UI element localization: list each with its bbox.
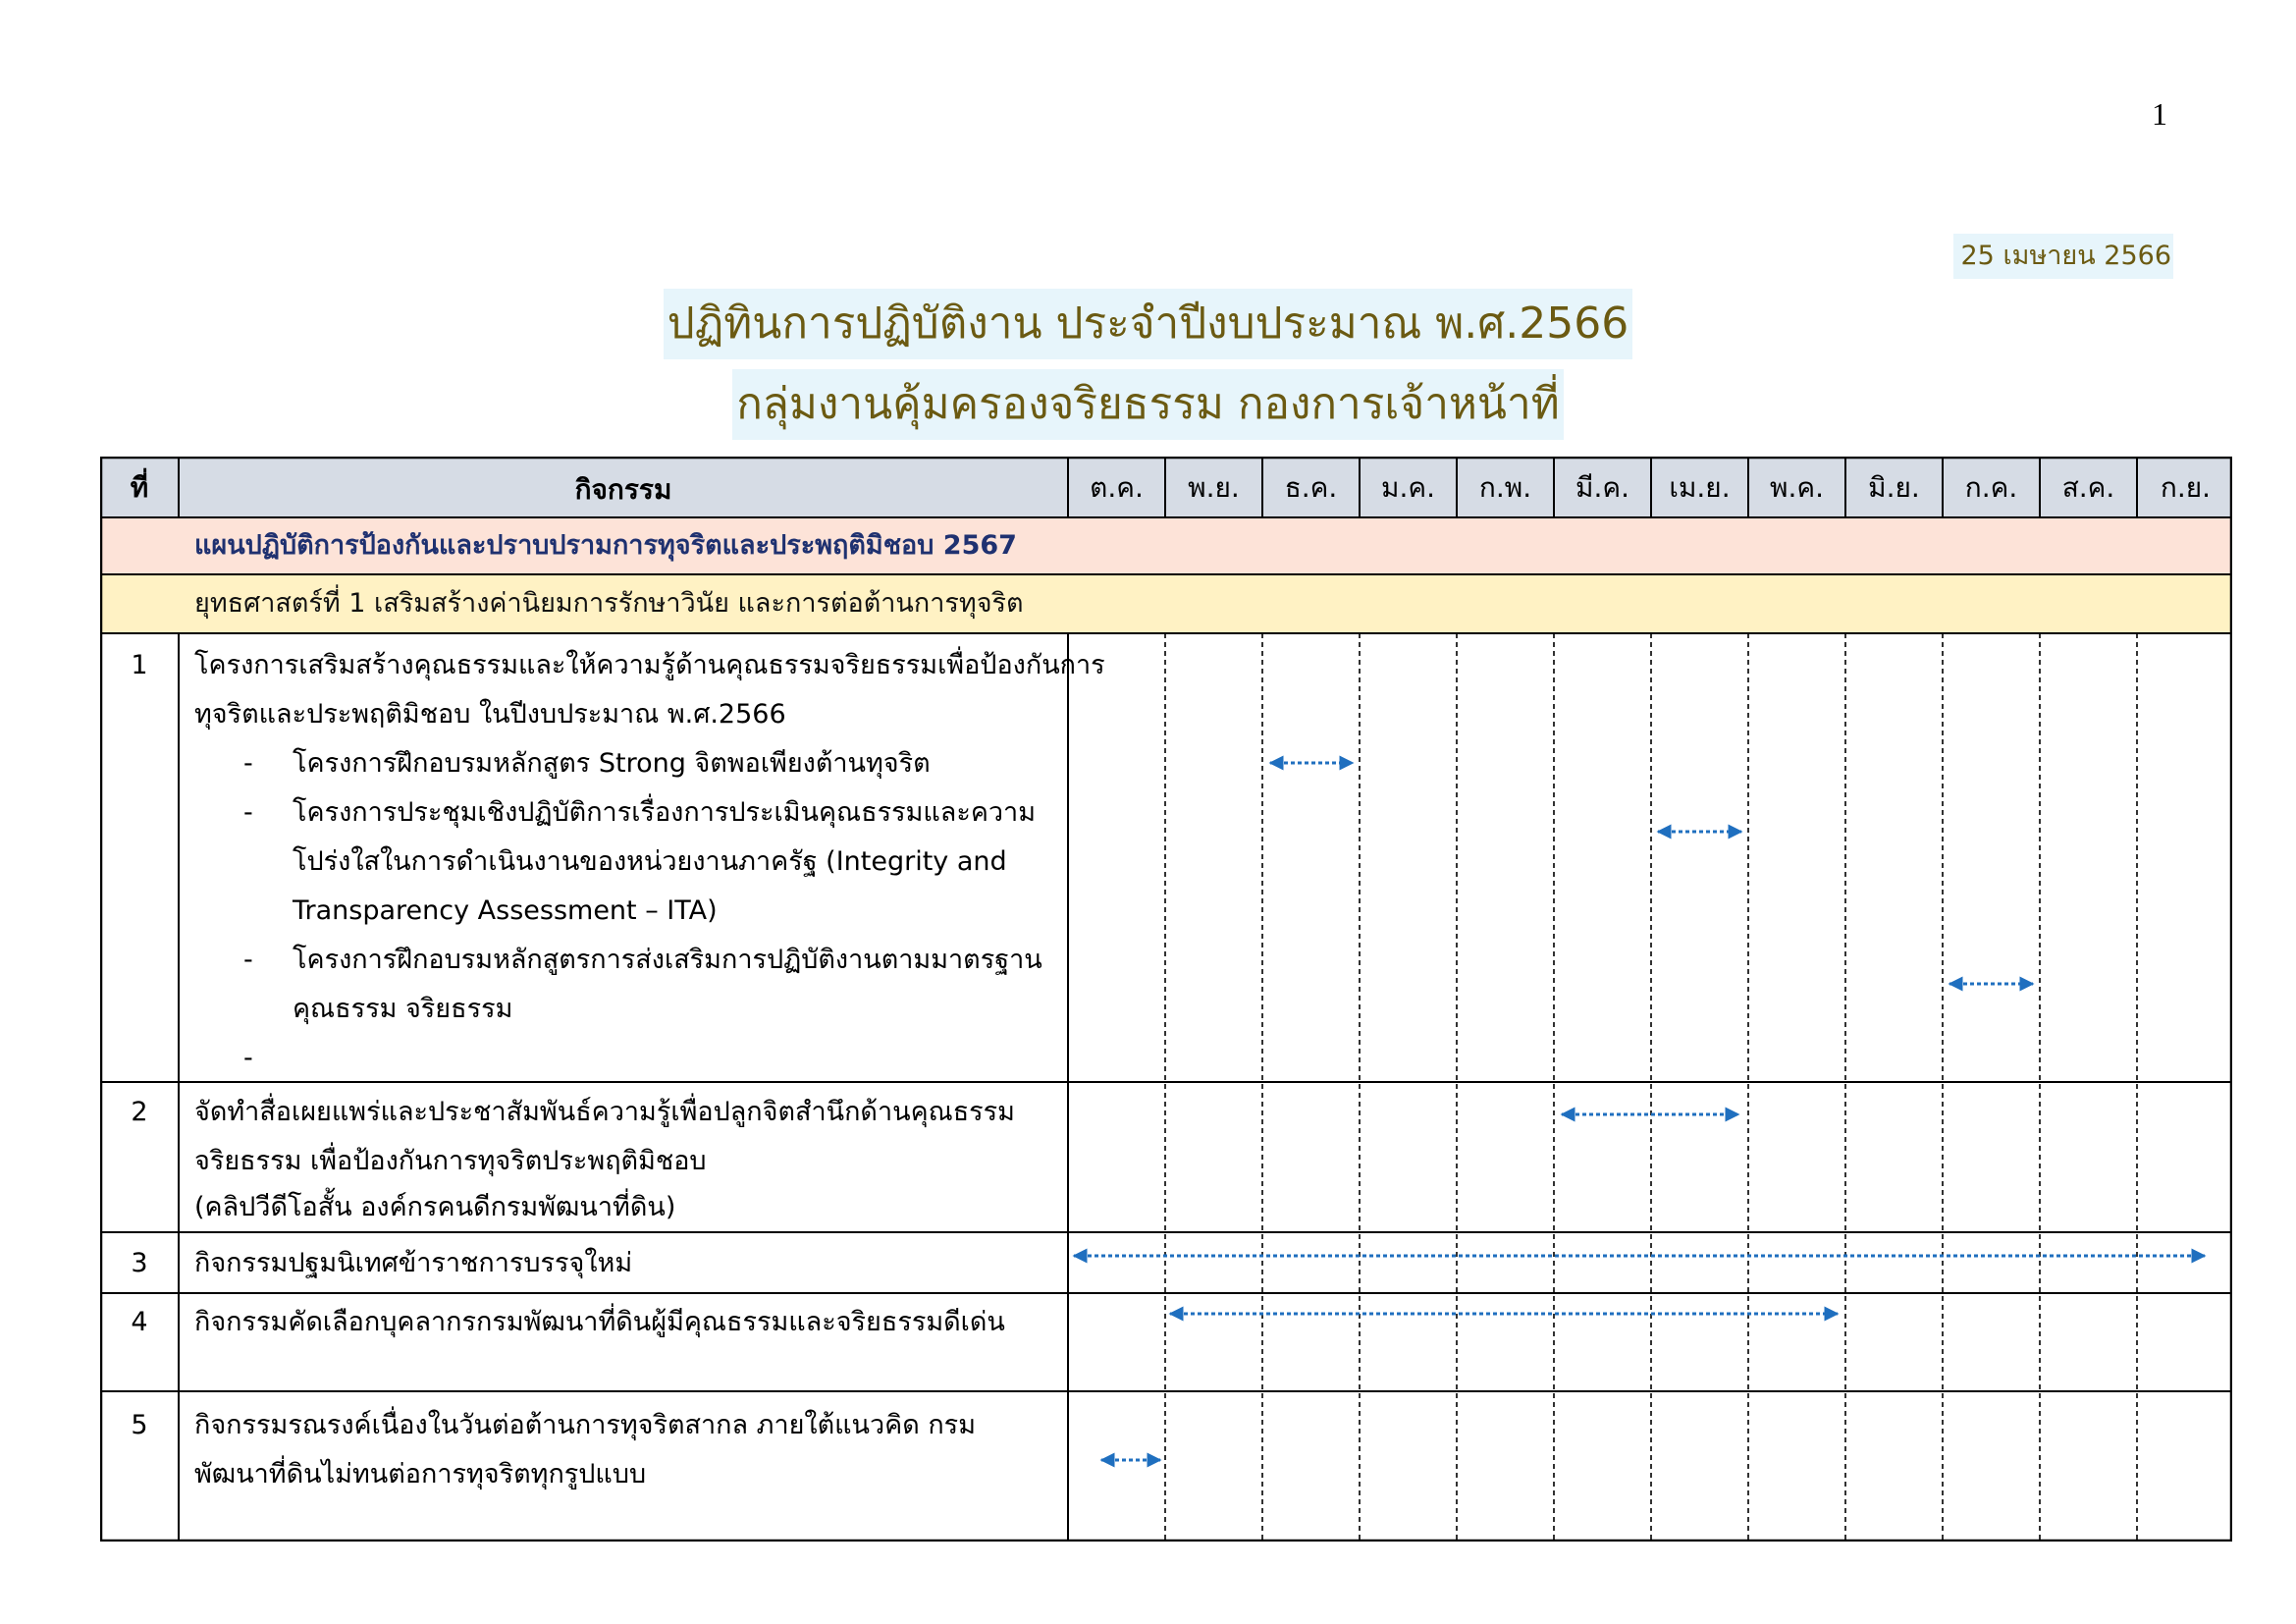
row-4-no: 4 bbox=[131, 1307, 148, 1337]
row-2-line-2: จริยธรรม เพื่อป้องกันการทุจริตประพฤติมิชอบ bbox=[194, 1146, 707, 1176]
row-1-sub-1-dash: - bbox=[243, 748, 253, 779]
title-line-2 bbox=[0, 369, 2296, 440]
header-month-3: ธ.ค. bbox=[1284, 471, 1338, 504]
row-1-no: 1 bbox=[131, 650, 148, 680]
row-2-no: 2 bbox=[131, 1097, 148, 1127]
title-text-1: ปฏิทินการปฏิบัติงาน ประจำปีงบประมาณ พ.ศ.2566 bbox=[664, 289, 1632, 359]
header-month-10: ก.ค. bbox=[1964, 471, 2018, 504]
header-month-8: พ.ค. bbox=[1770, 471, 1824, 504]
row-1-sub-3-line-2: คุณธรรม จริยธรรม bbox=[293, 994, 513, 1024]
row-1-sub-4-dash: - bbox=[243, 1043, 253, 1073]
row-4-line-1: กิจกรรมคัดเลือกบุคลากรกรมพัฒนาที่ดินผู้มีคุณธรรมและจริยธรรมดีเด่น bbox=[194, 1307, 1005, 1337]
header-month-2: พ.ย. bbox=[1188, 471, 1240, 504]
title-text-2: กลุ่มงานคุ้มครองจริยธรรม กองการเจ้าหน้าที่ bbox=[732, 369, 1563, 440]
row-5-line-2: พัฒนาที่ดินไม่ทนต่อการทุจริตทุกรูปแบบ bbox=[194, 1459, 647, 1489]
page-number: 1 bbox=[2152, 96, 2167, 132]
title-line-1 bbox=[0, 289, 2296, 359]
row-1-line-2: ทุจริตและประพฤติมิชอบ ในปีงบประมาณ พ.ศ.2566 bbox=[194, 699, 786, 730]
header-month-11: ส.ค. bbox=[2061, 471, 2115, 504]
header-month-12: ก.ย. bbox=[2160, 471, 2212, 504]
strategy-title: ยุทธศาสตร์ที่ 1 เสริมสร้างค่านิยมการรักษาวินัย และการต่อต้านการทุจริต bbox=[194, 588, 1024, 619]
header-month-5: ก.พ. bbox=[1478, 471, 1532, 504]
header-month-1: ต.ค. bbox=[1090, 471, 1144, 504]
row-1-sub-2-line-1: โครงการประชุมเชิงปฏิบัติการเรื่องการประเมินคุณธรรมและความ bbox=[293, 797, 1037, 828]
row-2-line-1: จัดทำสื่อเผยแพร่และประชาสัมพันธ์ความรู้เพื่อปลูกจิตสำนึกด้านคุณธรรม bbox=[194, 1097, 1015, 1127]
row-3-no: 3 bbox=[131, 1248, 148, 1278]
header-activity: กิจกรรม bbox=[574, 473, 672, 506]
header-month-9: มิ.ย. bbox=[1868, 471, 1920, 504]
row-1-sub-2-line-3: Transparency Assessment – ITA) bbox=[293, 895, 718, 926]
header-no: ที่ bbox=[130, 471, 149, 504]
schedule-table bbox=[100, 457, 2232, 1542]
row-5-no: 5 bbox=[131, 1410, 148, 1440]
plan-title: แผนปฏิบัติการป้องกันและปราบปรามการทุจริตและประพฤติมิชอบ 2567 bbox=[194, 530, 1017, 561]
row-1-sub-2-dash: - bbox=[243, 797, 253, 828]
header-month-7: เม.ย. bbox=[1669, 471, 1731, 504]
row-1-sub-3-dash: - bbox=[243, 945, 253, 975]
row-1-line-1: โครงการเสริมสร้างคุณธรรมและให้ความรู้ด้านคุณธรรมจริยธรรมเพื่อป้องกันการ bbox=[194, 650, 1105, 680]
header-month-4: ม.ค. bbox=[1381, 471, 1435, 504]
row-2-line-3: (คลิปวีดีโอสั้น องค์กรคนดีกรมพัฒนาที่ดิน) bbox=[194, 1192, 676, 1222]
row-1-sub-1-line-1: โครงการฝึกอบรมหลักสูตร Strong จิตพอเพียงต้านทุจริต bbox=[293, 748, 931, 779]
row-3-line-1: กิจกรรมปฐมนิเทศข้าราชการบรรจุใหม่ bbox=[194, 1248, 633, 1278]
document-date: 25 เมษายน 2566 bbox=[1953, 234, 2173, 279]
row-1-sub-3-line-1: โครงการฝึกอบรมหลักสูตรการส่งเสริมการปฏิบัติงานตามมาตรฐาน bbox=[293, 945, 1042, 975]
header-month-6: มี.ค. bbox=[1575, 471, 1629, 504]
row-1-sub-2-line-2: โปร่งใสในการดำเนินงานของหน่วยงานภาครัฐ (Integrity and bbox=[293, 846, 1007, 877]
row-5-line-1: กิจกรรมรณรงค์เนื่องในวันต่อต้านการทุจริตสากล ภายใต้แนวคิด กรม bbox=[194, 1410, 976, 1440]
